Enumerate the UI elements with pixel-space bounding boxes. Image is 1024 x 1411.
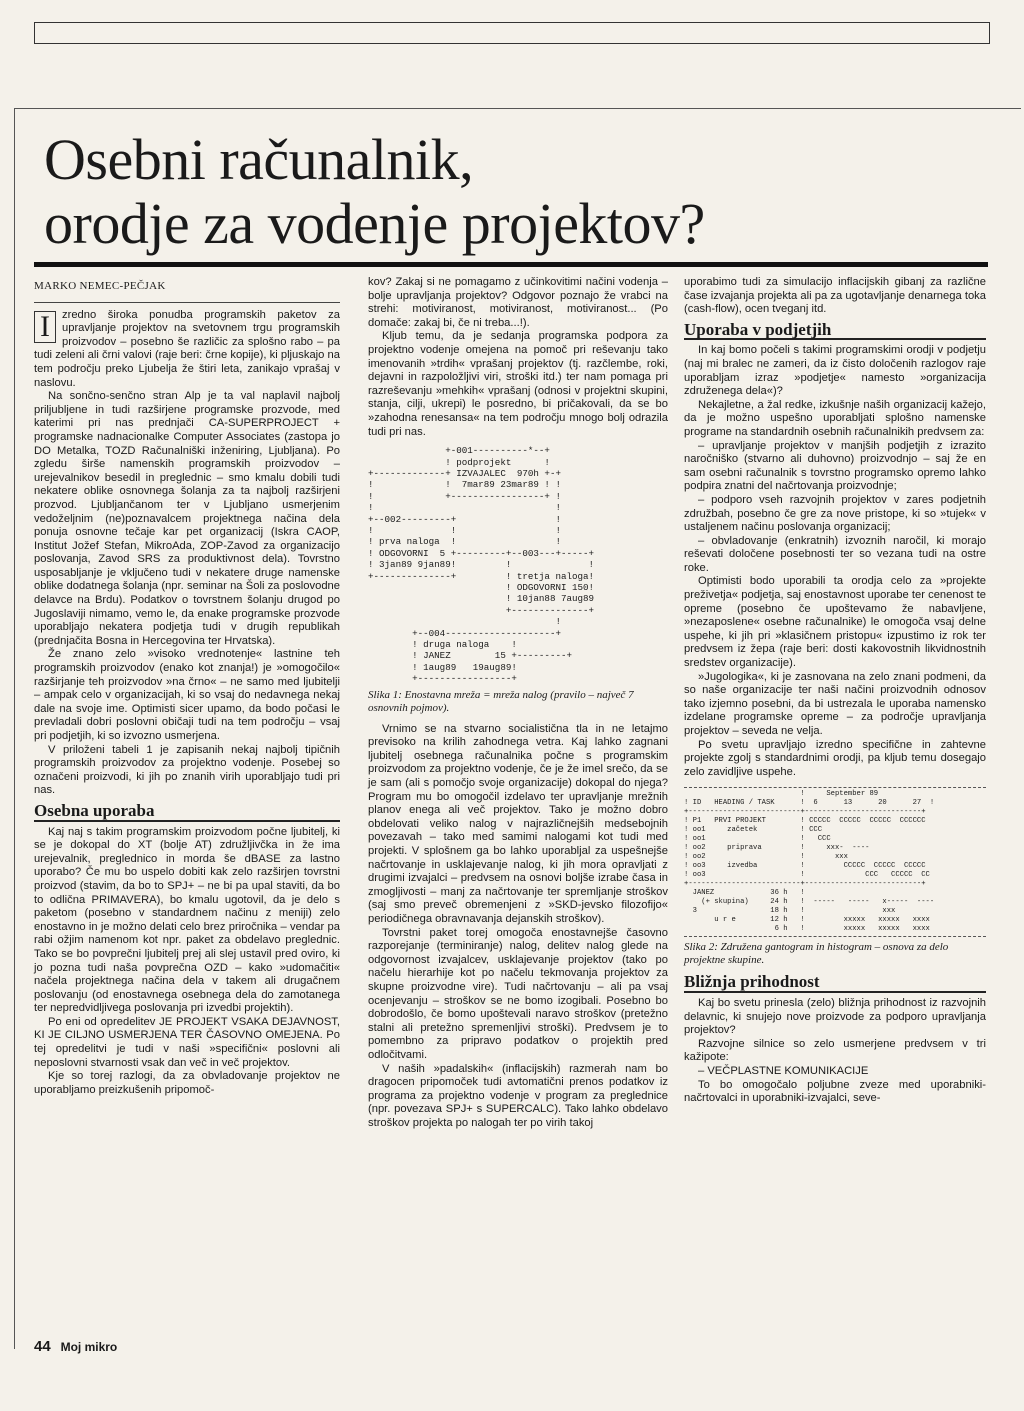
paragraph: Na sončno-senčno stran Alp je ta val naplavil najbolj priljubljene in tudi razširjene programske prozvode, med katerimi pri nas prednjači CA-SUPERPROJECT + programske nadnacionalke Computer Associates (zastopa jo DO Metalka, TOZD Računalniški inženiring, Ljubljana). Po zgledu širše namenskih programskih proizvodov – urejevalnikov besedil in preglednic – smo kmalu dobili tudi nekatere oblike osnovnega šolanja za ta najbolj razširjeni prozvod. Ljubljančanom ter v Ljubljano usmerjenim vedoželjnim (ne)poznavalcem projektnega načina dela ponuja osnovne tečaje kar pet organizacij (Iskra CAOP, Institut Jožef Stefan, MikroAda, ZOP-Zavod za organizacijo poslovanja, Zavod SRS za produktivnost dela). Tovrstno usposabljanje je vključeno tudi v nekatere druge namenske oblike dodatnega šolanja (npr. seminar na Šoli za poslovodne delavce na Brdu). Podatkov o tovrstnem šolanju drugod po Jugoslaviji nimamo, vemo le, da enake programske prozvode uporabljajo nekatera podjetja tudi v drugih republikah (prednjačita Bosna in Hercegovina ter Hrvatska). [34,390,340,647]
paragraph: kov? Zakaj si ne pomagamo z učinkovitimi načini vodenja – bolje upravljanja projektov? Odgovor poznajo že vrabci na strehi: motiviranost, motiviranost, motiviranost... (Po domače: zakaj bi, če ni treba...!). [368,276,668,329]
paragraph: To bo omogočalo poljubne zveze med uporabniki-načrtovalci in uporabniki-izvajalci, seve- [684,1078,986,1105]
section-heading-osebna: Osebna uporaba [34,804,340,822]
paragraph: V priloženi tabeli 1 je zapisanih nekaj najbolj tipičnih programskih proizvodov za projektno vodenje. Posebej so označeni proizvodi, ki jih po znanih virih uporabljajo tudi pri nas. [34,743,340,797]
title-line-2: orodje za vodenje projektov? [44,191,705,256]
paragraph: Po eni od opredelitev JE PROJEKT VSAKA DEJAVNOST, KI JE CILJNO USMERJENA TER ČASOVNO OMEJENA. Po tej opredelitvi je tudi v naši »specifični« poslovni ali neposlovni stvarnosti vsak dan več in več projektov. [34,1015,340,1069]
paragraph: »Jugologika«, ki je zasnovana na zelo znani podmeni, da so naše organizacije ter naši načini proizvodnih odnosov tako izjemno posebni, da bi ustrezala le uporaba namensko izdelane programske opreme – za področje upravljanja projektov – seveda ne velja. [684,670,986,737]
paragraph: – podporo vseh razvojnih projektov v zares podjetnih združbah, posebno če gre za nove pristope, ki so »tujek« v ustaljenem načinu poslovanja organizacij; [684,493,986,534]
paragraph: Kljub temu, da je sedanja programska podpora za projektno vodenje omejena na pomoč pri reševanju tako imenovanih »trdih« vprašanj projektov (tj. razčlembe, roki, dejavni in razpoložljivi viri, stroški itd.) ter nam pomaga pri razreševanju »mehkih« vprašanj (odnosi v projektni skupini, stanja, cilji, ukrepi) le posredno, bi pričakovali, da se bo »zahodna renesansa« na tem področju mnogo bolj odrazila tudi pri nas. [368,330,668,438]
page-number: 44 [34,1338,51,1355]
paragraph: Po svetu upravljajo izredno specifične in zahtevne projekte zgolj s standardnimi orodji, pa kljub temu dosegajo zelo zavidljive uspehe. [684,738,986,778]
paragraph: Kaj bo svetu prinesla (zelo) bližnja prihodnost iz razvojnih delavnic, ki snujejo nove proizvode za podporo upravljanja projektov? [684,996,986,1037]
title-rule [34,262,988,267]
paragraph: Nekajletne, a žal redke, izkušnje naših organizacij kažejo, da je možno uspešno uporabljati splošno namenske programe na standardnih osebnih računalnikih predvsem za: [684,398,986,438]
column-1 [34,276,340,1097]
paragraph: Vrnimo se na stvarno socialistična tla in ne letajmo previsoko na krilih zahodnega vetra. Kaj lahko zagnani ljubitelj osebnega računalnika počne s programskim proizvodom za projektno vodenje, če je že imel srečo, da se je sam (ali s pomočjo svoje organizacije) dokopal do njega? Program mu bo omogočil izdelavo ter upravljanje mrežnih planov enega ali več projektov. Tako je možno dobro obdelovati veliko nalog v najrazličnejših medsebojnih povezavah – tako med samimi nalogami kot tudi med projekti. V splošnem ga bo lahko uporabljal za uspešnejše načrtovanje in usklajevanje nalog, ki jih mora opravljati z drugimi izvajalci – predvsem na osnovi boljše izrabe časa in zmogljivosti – manj za načrtovanje ter spremljanje stroškov (saj smo preveč obremenjeni z »SKD-jevsko filozofijo« periodičnega obravnavanja dejanskih stroškov). [368,722,668,925]
paragraph: Tovrstni paket torej omogoča enostavnejše časovno razporejanje (terminiranje) nalog, delitev nalog glede na odgovornost izvajalcev, usklajevanje projektov (tako po načelu hierarhije kot po načelu tekmovanja projektov za skupne proizvodne vire). Tudi načrtovanju – ali pa vsaj ocenjevanju – stroškov se ne bomo izogibali. Posebno bo dobrodošlo, če bomo upoštevali naravo stroškov (pretežno stalni ali pretežno spremenljivi stroški). Predvsem je to pomembno za pripravo podatkov o projektih pred odločitvami. [368,926,668,1061]
network-diagram: +-001----------*--+ ! podprojekt ! +-------------+ IZVAJALEC 970h +-+ ! ! 7mar89 23mar89 ! ! ! +-----------------+ ! ! ! +--002---------+ ! ! ! ! ! prva naloga ! ! ! ODGOVORNI 5 +---------+--003---+-----+ ! 3jan89 9jan89! ! ! +--------------+ ! tretja naloga! ! ODGOVORNI 150! ! 10jan88 7aug89 +--------------+ ! +--004--------------------+ ! druga naloga ! ! JANEZ 15 +---------+ ! 1aug89 19aug89! +-----------------+ [368,445,595,685]
drop-cap: I [34,311,56,343]
column-2 [368,276,668,1130]
paragraph: Optimisti bodo uporabili ta orodja celo za »projekte preživetja« podjetja, saj enostavnost uporabe ter cenenost te opreme (posebno če upoštevamo že nabavljene, »nezaposlene« osebne računalnike) le omogoča vsaj delne uspehe, ki jih pri »klasičnem pristopu« izpustimo iz rok ter predvsem iz žepa (raje beri: dosti kakovostnih likvidnostnih sredstev organizacije). [684,575,986,670]
author-byline: MARKO NEMEC-PEČJAK [34,280,166,292]
column-3 [684,276,986,1106]
paragraph: Kaj naj s takim programskim proizvodom počne ljubitelj, ki se je dokopal do XT (bolje AT) združljivčka in že ima urejevalnik, preglednico in morda še dBASE za lastno uporabo? Če mu bo uspelo dobiti kak zelo razširjen tovrstni proizvod (stavim, da bo to SPJ+ – ne bi pa upal staviti, da bo to odlična PRIMAVERA), bo kmalu ugotovil, da je delo s paketom (posebno v standardnem načinu z meniji) zelo enostavno in je možno delati celo brez priročnika – vendar pa rabi ožjim namenom kot npr. paket za obdelavo preglednic. Tako se bo povprečni ljubitelj prej ali slej ustavil pred oviro, ki jo pozna tudi naša povprečna OZD – kako »udomačiti« načela projektnega načina dela v takem ali drugačnem poslovanju (od enostavnega osebnega dela do zamotanega ter nepredvidljivega poslovanja pri izvedbi projektih). [34,825,340,1015]
paragraph: – VEČPLASTNE KOMUNIKACIJE [698,1064,869,1077]
paragraph: Kje so torej razlogi, da za obvladovanje projektov ne uporabljamo preizkušenih pripomoč- [34,1070,340,1096]
paragraph: Že znano zelo »visoko vrednotenje« lastnine teh programskih proizvodov (enako kot znanja!) je »omogočilo« razširjanje teh proizvodov »na črno« – ne samo med ljubitelji – ampak celo v organizacijah, ki so vsaj do nedavnega nekaj dale na svoje ime. Optimisti sicer upamo, da bodo počasi le prevladali dobri poslovni običaji tudi na tem področju – vsaj pri podjetjih, ki so izvozno usmerjena. [34,648,340,742]
gantt-chart: ! September 89 ! ID HEADING / TASK ! 6 13 20 27 ! +--------------------------+---------------------------+ ! P1 PRVI PROJEKT ! CCCCC CCCCC CCCCC CCCCCC ! oo1 začetek ! CCC ! oo1 ! CCC ! oo2 priprava ! xxx- ---- ! oo2 ! xxx ! oo3 izvedba ! CCCCC CCCCC CCCCC ! oo3 ! CCC CCCCC CC +--------------------------+---------------------------+ JANEZ 36 h ! (+ skupina) 24 h ! ----- ----- x----- ---- 3 18 h ! xxx u r e 12 h ! xxxxx xxxxx xxxx 6 h ! xxxxx xxxxx xxxx [684,787,986,937]
title-line-1: Osebni računalnik, [44,127,474,192]
page-footer [34,1338,117,1355]
paragraph: uporabimo tudi za simulacijo inflacijskih gibanj za različne čase izvajanja projekta ali pa za ugotavljanje denarnega toka (cash-flow), ocen tveganj itd. [684,276,986,316]
figure-caption-2: Slika 2: Združena gantogram in histogram – osnova za delo projektne skupine. [684,941,949,967]
paragraph: Razvojne silnice so zelo usmerjene predvsem v tri kažipote: [684,1037,986,1064]
paragraph: V naših »padalskih« (inflacijskih) razmerah nam bo dragocen pripomoček tudi avtomatični prenos podatkov iz programa za projektno vodenje v program za preglednice (npr. povezava SPJ+ s SUPERCALC). Tako lahko obdelavo stroškov projekta po nalogah ter po virih takoj [368,1062,668,1129]
figure-caption-1: Slika 1: Enostavna mreža = mreža nalog (pravilo – največ 7 osnovnih pojmov). [368,688,634,714]
paragraph [34,309,340,391]
paragraph: – upravljanje projektov v manjših podjetjih z izrazito naročniško (stvarno ali duhovno) proizvodnjo – saj že en sam osebni računalnik s tovrstno programsko opremo lahko podpira znatni del načrtovanja proizvodnje; [684,439,986,493]
top-border-bar [34,22,990,44]
byline-rule [34,302,340,303]
magazine-name: Moj mikro [60,1340,118,1354]
section-heading-prihodnost: Bližnja prihodnost [684,975,986,993]
paragraph: – obvladovanje (enkratnih) izvoznih naročil, ki morajo reševati določene posebnosti ter so vezana tudi na ostre roke. [684,534,986,574]
article-title [44,128,705,256]
section-heading-podjetja: Uporaba v podjetjih [684,323,986,341]
paragraph: In kaj bomo počeli s takimi programskimi orodji v podjetju (naj mi bralec ne zameri, da iz čisto določenih razlogov raje uporabljam izraz »podjetje« namesto »organizacija združenega dela«)? [684,344,986,398]
paragraph-text: zredno široka ponudba programskih paketov za upravljanje projektov na svetovnem trgu programskih proizvodov – posebno še različic za splošno rabo – pa tudi zeleni ali črni valovi (raje beri: črne kopije), ki pljuskajo na tem področju preko Ljubelja že štiri leta, zanikajo vprašaj v naslovu. [34,308,340,389]
